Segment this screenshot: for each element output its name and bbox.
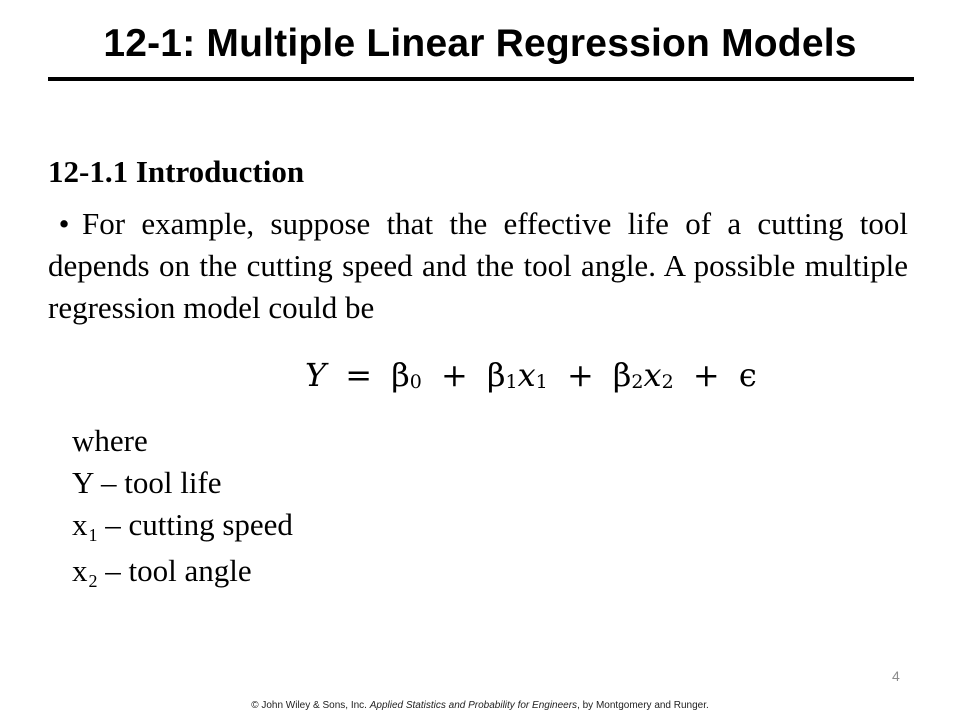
equation-plus-3: +: [692, 356, 720, 394]
regression-equation: [305, 356, 757, 404]
equation-term-0: $\beta_0$: [391, 356, 422, 394]
equation-lhs: Y: [305, 356, 327, 394]
bullet-icon: •: [58, 206, 70, 241]
equation-error: ϵ: [738, 356, 757, 394]
intro-paragraph: [48, 203, 908, 329]
where-label: where: [72, 423, 148, 458]
definition-x2: $x_2$ – tool angle: [72, 553, 252, 591]
page-number: 4: [892, 668, 900, 684]
definition-y: Y – tool life: [72, 465, 222, 500]
title-underline: [48, 77, 914, 81]
section-heading: 12-1.1 Introduction: [48, 154, 305, 189]
copyright-footer: © John Wiley & Sons, Inc. Applied Statistics and Probability for Engineers, by Montgomery and Runger.: [251, 700, 709, 711]
paragraph-text: For example, suppose that the effective life of a cutting tool depends on the cutting speed and the tool angle. A possible multiple regression model could be: [48, 206, 908, 325]
equation-plus-1: +: [441, 356, 468, 394]
variable-definitions: [72, 420, 293, 596]
definition-x1: $x_1$ – cutting speed: [72, 507, 293, 545]
slide-title: 12-1: Multiple Linear Regression Models: [103, 22, 857, 65]
equation-term-2: $\beta_2x_2$: [612, 356, 674, 394]
equation-equals: =: [345, 356, 373, 394]
equation-term-1: $\beta_1x_1$: [487, 356, 548, 394]
equation-plus-2: +: [566, 356, 594, 394]
